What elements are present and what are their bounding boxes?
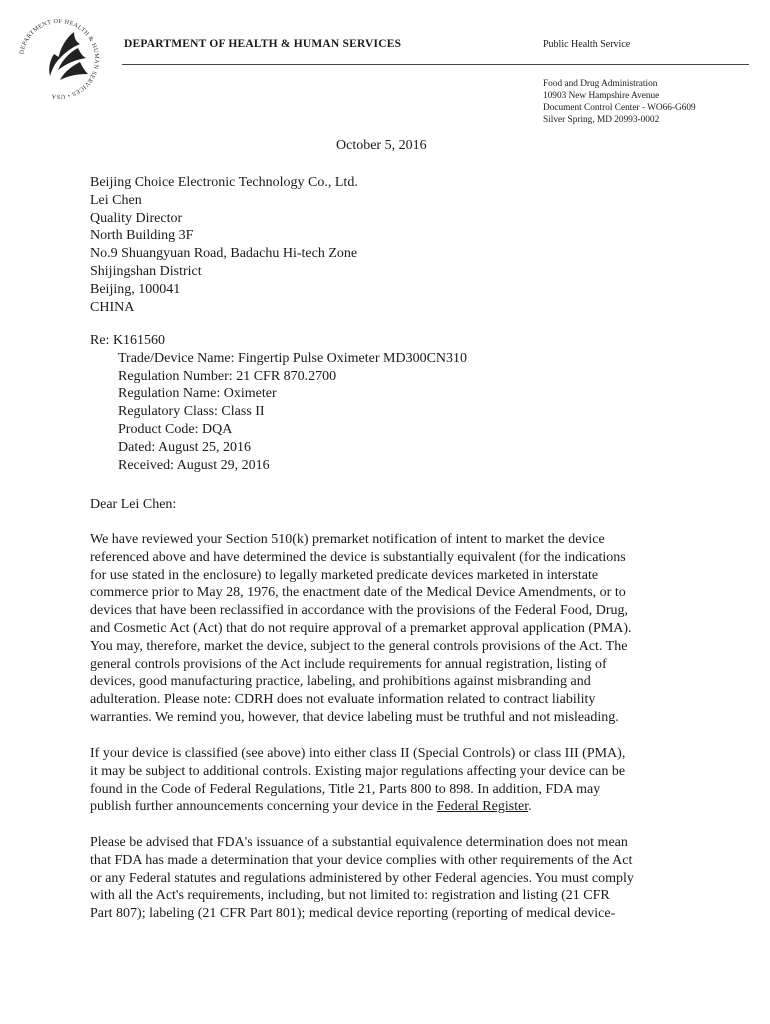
paragraph-substantial-equivalence — [90, 531, 690, 727]
paragraph-line: devices that have been reclassified in accordance with the provisions of the Federal Food, Drug, — [90, 603, 629, 619]
paragraph-line: We have reviewed your Section 510(k) premarket notification of intent to market the device — [90, 532, 605, 547]
fda-address-block — [543, 78, 696, 126]
reference-detail: Regulatory Class: Class II — [118, 404, 265, 420]
paragraph-line: for use stated in the enclosure) to legally marketed predicate devices marketed in interstate — [90, 567, 599, 583]
fda-address-line: 10903 New Hampshire Avenue — [543, 91, 660, 101]
fda-address-line: Silver Spring, MD 20993-0002 — [543, 115, 660, 125]
fda-address-line: Document Control Center - WO66-G609 — [543, 103, 696, 113]
reference-detail: Regulation Number: 21 CFR 870.2700 — [118, 368, 337, 384]
paragraph-line: referenced above and have determined the device is substantially equivalent (for the indications — [90, 549, 626, 565]
paragraph-line: and Cosmetic Act (Act) that do not require approval of a premarket approval application (PMA). — [90, 620, 632, 636]
paragraph-line: general controls provisions of the Act include requirements for annual registration, listing of — [90, 656, 607, 672]
recipient-line: North Building 3F — [90, 228, 194, 244]
seal-text: DEPARTMENT OF HEALTH & HUMAN SERVICES • USA — [18, 17, 101, 101]
paragraph-compliance — [90, 834, 690, 923]
salutation: Dear Lei Chen: — [90, 497, 177, 512]
paragraph-line: found in the Code of Federal Regulations, Title 21, Parts 800 to 898. In addition, FDA may — [90, 781, 601, 797]
reference-detail: Regulation Name: Oximeter — [118, 386, 277, 402]
reference-detail: Dated: August 25, 2016 — [118, 439, 251, 455]
paragraph-line: devices, good manufacturing practice, labeling, and prohibitions against misbranding and — [90, 674, 591, 690]
paragraph-line: warranties. We remind you, however, that device labeling must be truthful and not misleading. — [90, 709, 619, 725]
paragraph-line: it may be subject to additional controls. Existing major regulations affecting your device can be — [90, 763, 626, 779]
reference-detail: Trade/Device Name: Fingertip Pulse Oximeter MD300CN310 — [118, 350, 468, 366]
paragraph-line: You may, therefore, market the device, subject to the general controls provisions of the Act. The — [90, 638, 628, 654]
department-heading: DEPARTMENT OF HEALTH & HUMAN SERVICES — [124, 38, 402, 50]
letter-date: October 5, 2016 — [336, 138, 427, 153]
recipient-line: Beijing Choice Electronic Technology Co., Ltd. — [90, 175, 358, 190]
paragraph-line: commerce prior to May 28, 1976, the enactment date of the Medical Device Amendments, or to — [90, 585, 626, 601]
recipient-line: Shijingshan District — [90, 263, 202, 279]
hhs-eagle-seal-icon — [14, 14, 104, 104]
paragraph-additional-controls — [90, 745, 690, 816]
recipient-line: Lei Chen — [90, 192, 142, 208]
paragraph-line: that FDA has made a determination that your device complies with other requirements of the Act — [90, 852, 633, 868]
federal-register-link[interactable]: Federal Register — [436, 799, 529, 815]
recipient-line: No.9 Shuangyuan Road, Badachu Hi-tech Zone — [90, 246, 358, 262]
fda-address-line: Food and Drug Administration — [543, 79, 658, 89]
reference-detail: Received: August 29, 2016 — [118, 457, 270, 473]
header-divider — [122, 64, 749, 65]
paragraph-line: adulteration. Please note: CDRH does not evaluate information related to contract liability — [90, 692, 596, 708]
paragraph-line: If your device is classified (see above) into either class II (Special Controls) or class III (PMA), — [90, 746, 626, 761]
paragraph-line — [90, 798, 690, 816]
paragraph-line: Please be advised that FDA's issuance of a substantial equivalence determination does not mean — [90, 835, 628, 850]
recipient-line: CHINA — [90, 299, 135, 315]
paragraph-line: with all the Act's requirements, including, but not limited to: registration and listing (21 CFR — [90, 888, 610, 904]
recipient-line: Quality Director — [90, 210, 183, 226]
reference-block — [90, 332, 690, 474]
recipient-address-block — [90, 174, 690, 316]
svg-text:DEPARTMENT OF HEALTH & HUMAN S — [18, 18, 100, 100]
paragraph-line: or any Federal statutes and regulations administered by other Federal agencies. You must comply — [90, 870, 634, 886]
reference-detail: Product Code: DQA — [118, 421, 233, 437]
paragraph-line-text: publish further announcements concerning your device in the — [90, 799, 437, 815]
paragraph-line: Part 807); labeling (21 CFR Part 801); medical device reporting (reporting of medical device- — [90, 906, 616, 922]
paragraph-line-text: . — [528, 799, 532, 815]
reference-number: Re: K161560 — [90, 333, 166, 348]
recipient-line: Beijing, 100041 — [90, 281, 181, 297]
public-health-service-label: Public Health Service — [543, 39, 631, 50]
